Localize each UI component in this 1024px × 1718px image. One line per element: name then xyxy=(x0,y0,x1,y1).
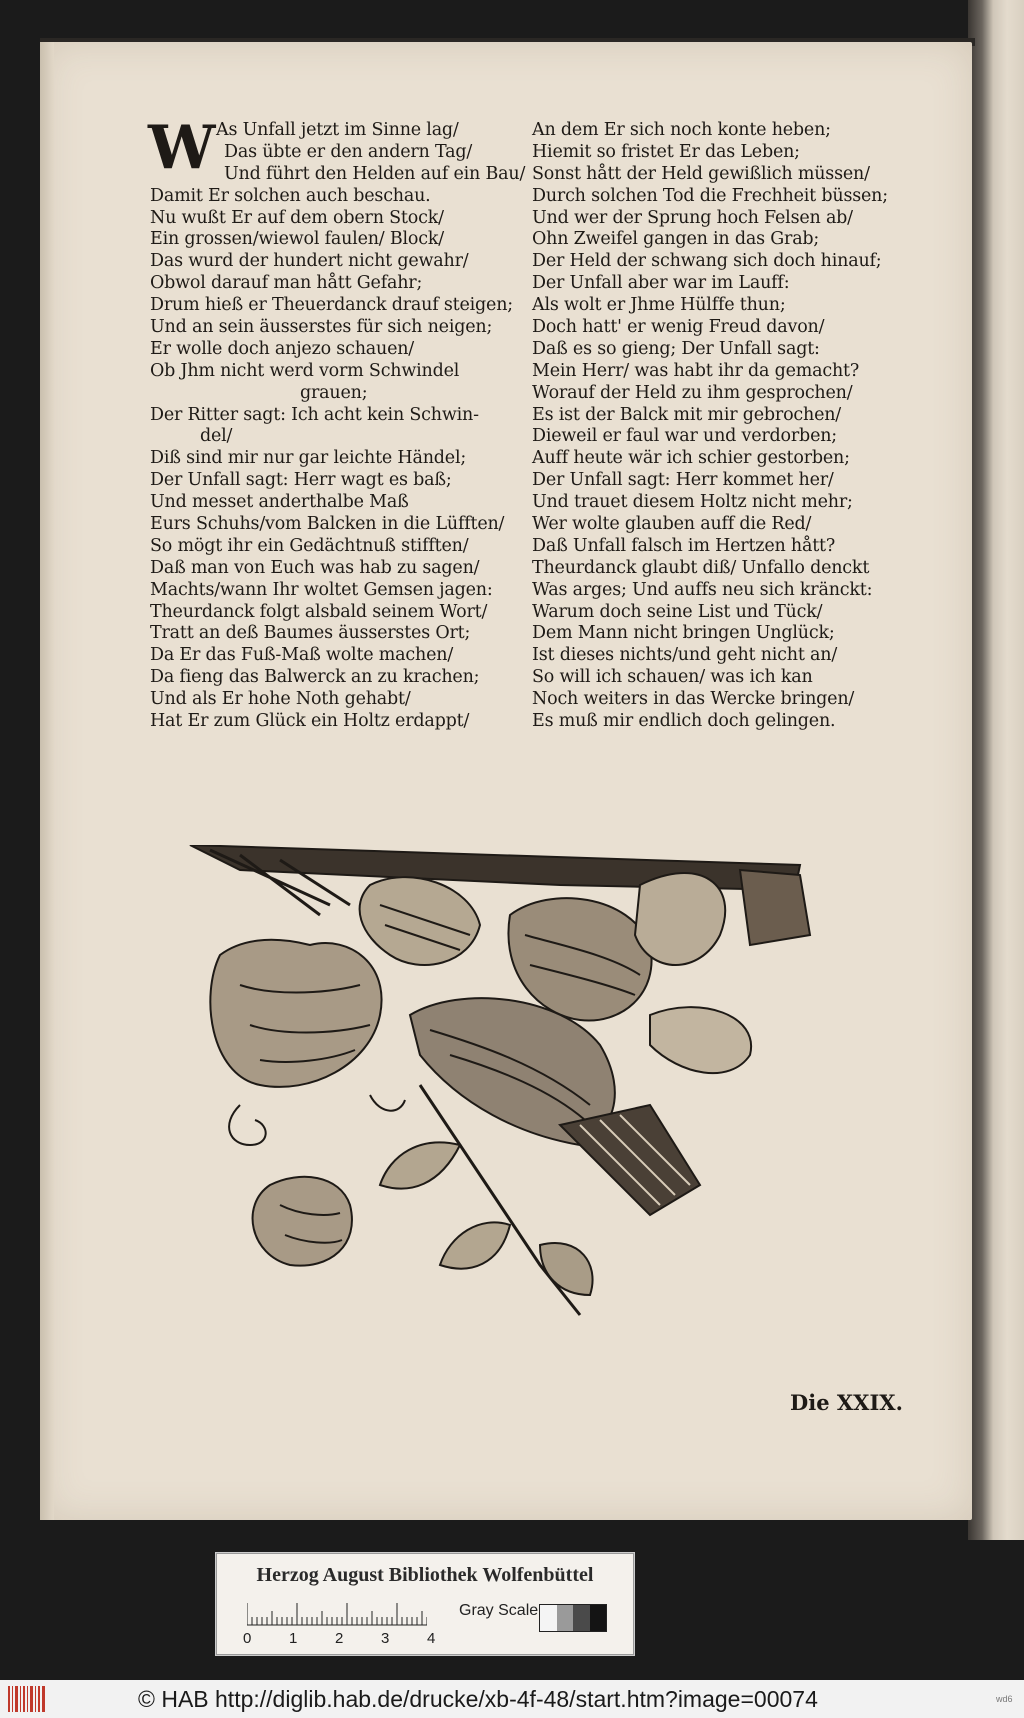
verse-line: Daß man von Euch was hab zu sagen/ xyxy=(150,557,480,578)
verse-line: Der Unfall aber war im Lauff: xyxy=(532,273,790,294)
verse-line: Tratt an deß Baumes äusserstes Ort; xyxy=(150,623,471,644)
verse-line: Sonst hått der Held gewißlich müssen/ xyxy=(532,163,870,184)
verse-line: Auff heute wär ich schier gestorben; xyxy=(532,448,850,469)
verse-line: Was arges; Und auffs neu sich kränckt: xyxy=(532,579,873,600)
woodcut-bundle xyxy=(560,1105,700,1215)
card-title: Herzog August Bibliothek Wolfenbüttel xyxy=(256,1564,594,1586)
gray-swatch xyxy=(540,1605,557,1631)
scale-numbers xyxy=(243,1630,443,1650)
verse-line: Theurdanck glaubt diß/ Unfallo denckt xyxy=(532,557,870,578)
woodcut-leaf xyxy=(360,877,480,965)
verse-line: grauen; xyxy=(300,382,368,403)
verse-line: An dem Er sich noch konte heben; xyxy=(532,120,831,140)
gray-scale-label: Gray Scale xyxy=(459,1602,539,1619)
color-calibration-card xyxy=(216,1553,634,1655)
woodcut-flower-right xyxy=(508,898,651,1020)
verse-line: Diß sind mir nur gar leichte Händel; xyxy=(150,448,467,469)
verse-line: Dem Mann nicht bringen Unglück; xyxy=(532,623,835,644)
verse-line: Er wolle doch anjezo schauen/ xyxy=(150,338,414,359)
verse-line: Ein grossen/wiewol faulen/ Block/ xyxy=(150,229,444,250)
scale-number: 2 xyxy=(335,1630,344,1647)
verse-line: Und an sein äusserstes für sich neigen; xyxy=(150,317,493,338)
verse-line: Hiemit so fristet Er das Leben; xyxy=(532,141,800,162)
verse-line: Und messet anderthalbe Maß xyxy=(150,492,409,513)
verse-line: Dieweil er faul war und verdorben; xyxy=(532,426,837,447)
source-url[interactable]: © HAB http://diglib.hab.de/drucke/xb-4f-48/start.htm?image=00074 xyxy=(138,1686,818,1712)
verse-line: Theurdanck folgt alsbald seinem Wort/ xyxy=(150,601,488,622)
verse-line: So will ich schauen/ was ich kan xyxy=(532,667,813,688)
verse-line: Warum doch seine List und Tück/ xyxy=(532,601,823,622)
gray-swatch xyxy=(590,1605,607,1631)
footer-mark: wd6 xyxy=(996,1694,1013,1704)
scale-ruler xyxy=(247,1600,427,1626)
scale-number: 4 xyxy=(427,1630,436,1647)
verse-line: Doch hatt' er wenig Freud davon/ xyxy=(532,317,825,338)
woodcut-log xyxy=(740,870,810,945)
right-text-column xyxy=(532,120,888,733)
verse-line: Damit Er solchen auch beschau. xyxy=(150,185,431,206)
woodcut-leaf-right xyxy=(635,873,725,965)
woodcut-flower-left xyxy=(210,940,381,1087)
verse-line: Der Unfall sagt: Herr kommet her/ xyxy=(532,470,834,491)
verse-line: Und trauet diesem Holtz nicht mehr; xyxy=(532,492,853,513)
verse-line: del/ xyxy=(200,426,233,447)
verse-line: Ob Jhm nicht werd vorm Schwindel xyxy=(150,360,460,381)
verse-line: Der Ritter sagt: Ich acht kein Schwin- xyxy=(150,404,479,425)
left-text-column xyxy=(150,120,526,733)
verse-line: Noch weiters in das Wercke bringen/ xyxy=(532,689,855,710)
verse-line: Ohn Zweifel gangen in das Grab; xyxy=(532,229,820,250)
gray-swatch xyxy=(557,1605,574,1631)
adjacent-page-edge xyxy=(968,0,1024,1540)
woodcut-illustration xyxy=(180,845,870,1335)
verse-line: Eurs Schuhs/vom Balcken in die Lüfften/ xyxy=(150,514,505,535)
verse-line: Der Held der schwang sich doch hinauf; xyxy=(532,251,882,272)
gray-scale-swatches xyxy=(539,1604,607,1632)
gray-swatch xyxy=(573,1605,590,1631)
verse-line: Es ist der Balck mit mir gebrochen/ xyxy=(532,404,841,425)
drop-cap: W xyxy=(148,113,216,183)
verse-line: Drum hieß er Theuerdanck drauf steigen; xyxy=(150,295,513,316)
verse-line: Hat Er zum Glück ein Holtz erdappt/ xyxy=(150,711,470,732)
woodcut-flower-bottom xyxy=(253,1177,352,1266)
verse-line: Daß es so gieng; Der Unfall sagt: xyxy=(532,338,820,359)
verse-line: Machts/wann Ihr woltet Gemsen jagen: xyxy=(150,579,493,600)
verse-line: As Unfall jetzt im Sinne lag/ xyxy=(216,120,459,140)
verse-line: Und führt den Helden auf ein Bau/ xyxy=(224,163,526,184)
verse-line: Worauf der Held zu ihm gesprochen/ xyxy=(532,382,853,403)
catchword: Die XXIX. xyxy=(790,1390,903,1415)
verse-line: Nu wußt Er auf dem obern Stock/ xyxy=(150,207,444,228)
verse-line: Als wolt er Jhme Hülffe thun; xyxy=(532,295,786,316)
barcode-icon xyxy=(8,1686,46,1712)
scale-number: 0 xyxy=(243,1630,252,1647)
verse-line: Und als Er hohe Noth gehabt/ xyxy=(150,689,411,710)
verse-line: Durch solchen Tod die Frechheit büssen; xyxy=(532,185,888,206)
verse-line: Es muß mir endlich doch gelingen. xyxy=(532,711,836,732)
verse-line: Wer wolte glauben auff die Red/ xyxy=(532,514,812,535)
scale-number: 1 xyxy=(289,1630,298,1647)
verse-line: Und wer der Sprung hoch Felsen ab/ xyxy=(532,207,853,228)
verse-line: Der Unfall sagt: Herr wagt es baß; xyxy=(150,470,452,491)
verse-line: Das übte er den andern Tag/ xyxy=(224,141,473,162)
verse-line: Mein Herr/ was habt ihr da gemacht? xyxy=(532,360,860,381)
verse-line: Daß Unfall falsch im Hertzen hått? xyxy=(532,535,836,556)
verse-line: Da fieng das Balwerck an zu krachen; xyxy=(150,667,480,688)
page-left-edge xyxy=(40,42,54,1520)
verse-line: Da Er das Fuß-Maß wolte machen/ xyxy=(150,645,454,666)
verse-line: Obwol darauf man hått Gefahr; xyxy=(150,273,423,294)
verse-line: Ist dieses nichts/und geht nicht an/ xyxy=(532,645,838,666)
scale-number: 3 xyxy=(381,1630,390,1647)
verse-line: Das wurd der hundert nicht gewahr/ xyxy=(150,251,469,272)
verse-line: So mögt ihr ein Gedächtnuß stifften/ xyxy=(150,535,469,556)
